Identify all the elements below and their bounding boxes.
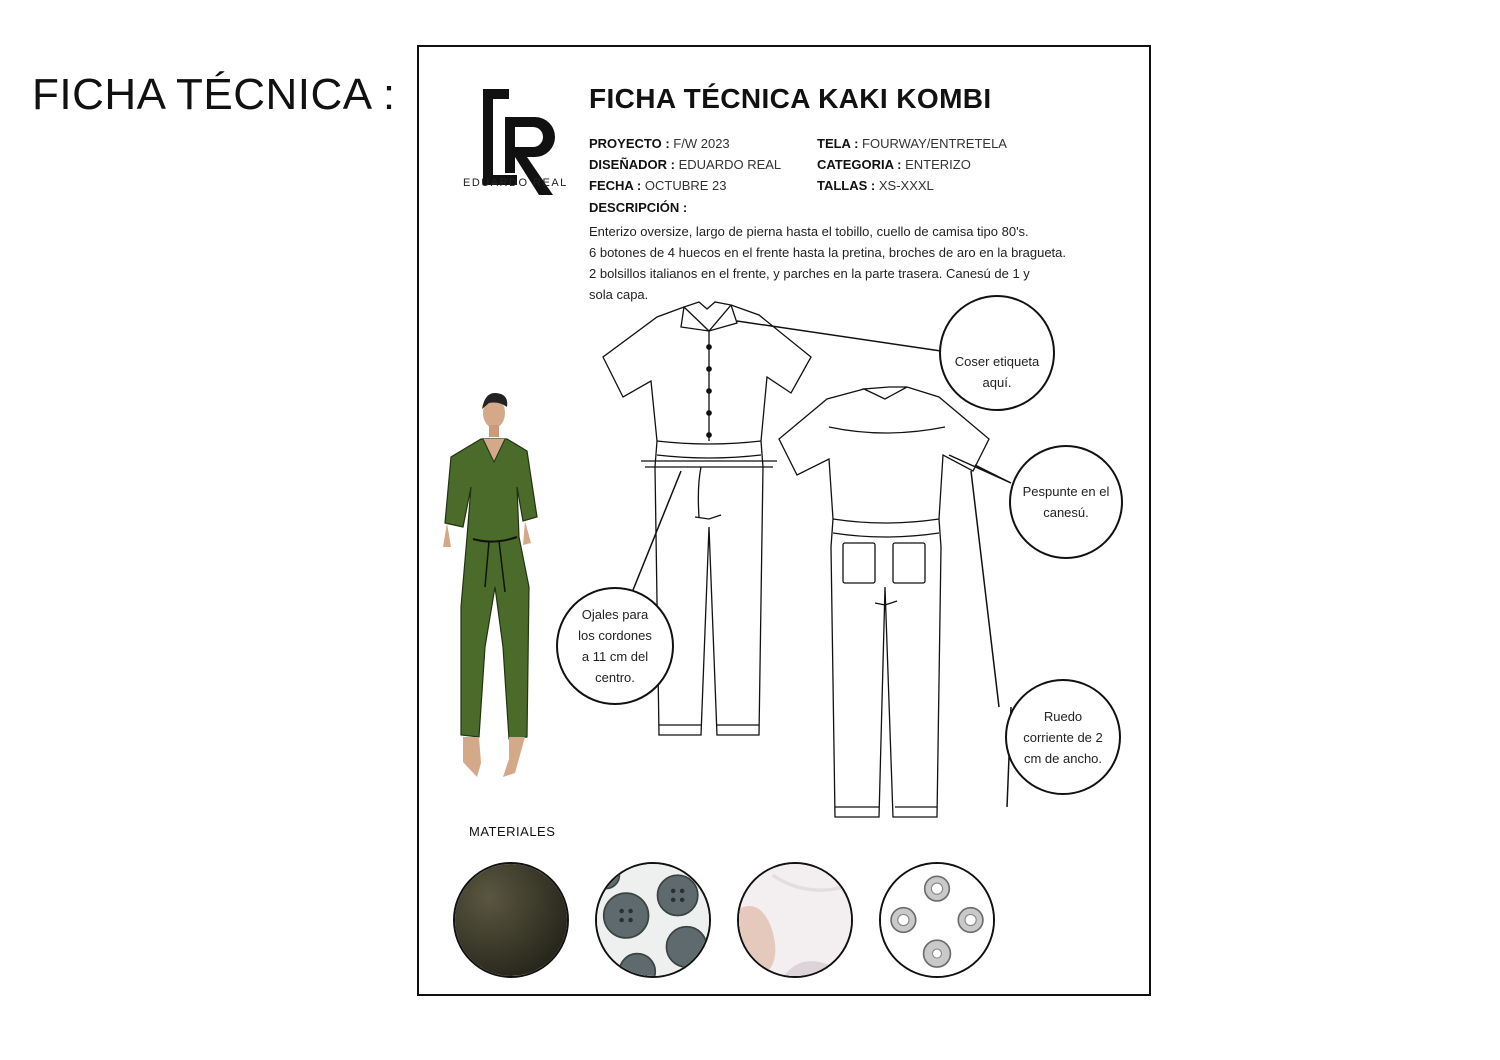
callout-yoke-stitch: Pespunte en el canesú. — [1009, 445, 1123, 559]
description-label: DESCRIPCIÓN : — [589, 200, 688, 215]
buttons-swatch — [595, 862, 711, 978]
meta-designer: DISEÑADOR : EDUARDO REAL — [589, 157, 782, 172]
tech-sheet — [417, 45, 1151, 996]
meta-project: PROYECTO : F/W 2023 — [589, 136, 730, 151]
meta-fabric: TELA : FOURWAY/ENTRETELA — [817, 136, 1007, 151]
page-heading: FICHA TÉCNICA : — [32, 70, 396, 119]
meta-category: CATEGORIA : ENTERIZO — [817, 157, 971, 172]
brand-name: EDUARDO REAL — [463, 177, 568, 189]
meta-date: FECHA : OCTUBRE 23 — [589, 178, 727, 193]
fabric-swatch — [453, 862, 569, 978]
description-text: Enterizo oversize, largo de pierna hasta el tobillo, cuello de camisa tipo 80's. 6 botones de 4 huecos en el frente hasta la pretina, broches de aro en la bragueta. 2 bolsillos italianos en el frente, y parches en la parte trasera. Canesú de 1 y sola capa. — [589, 224, 1067, 302]
back-flat-sketch — [779, 387, 989, 817]
snaps-swatch — [879, 862, 995, 978]
interfacing-swatch — [737, 862, 853, 978]
callout-label-placement: Coser etiqueta aquí. — [939, 295, 1055, 411]
meta-sizes: TALLAS : XS-XXXL — [817, 178, 934, 193]
leader-lines — [631, 321, 1011, 807]
callout-eyelets: Ojales para los cordones a 11 cm del centro. — [556, 587, 674, 705]
callout-hem: Ruedo corriente de 2 cm de ancho. — [1005, 679, 1121, 795]
materials-label: MATERIALES — [469, 824, 556, 839]
model-illustration — [443, 393, 537, 777]
document-title: FICHA TÉCNICA KAKI KOMBI — [589, 83, 992, 114]
